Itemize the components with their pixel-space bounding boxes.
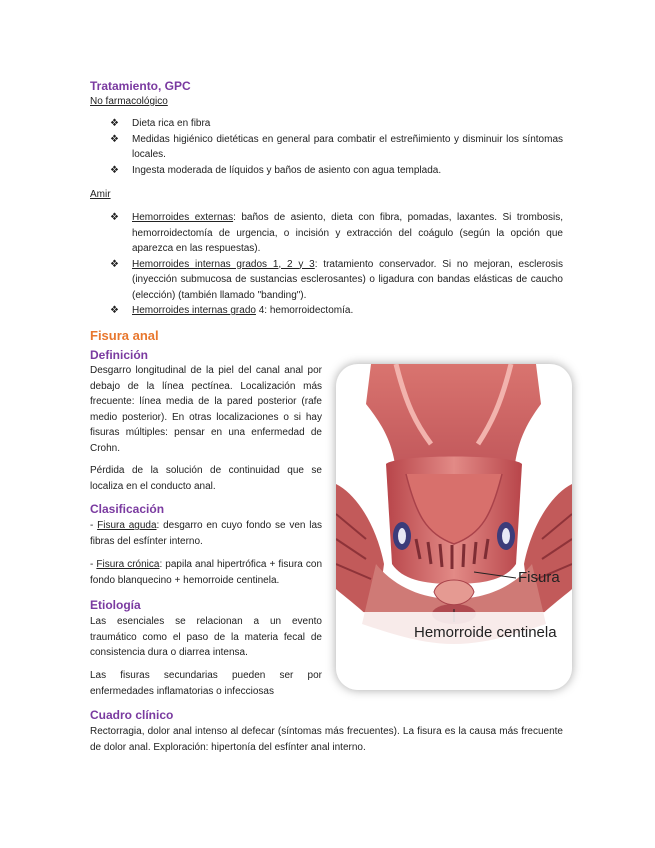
diamond-bullet-icon: ❖ (110, 258, 119, 270)
etiologia-paragraph-1: Las esenciales se relacionan a un evento traumático como el paso de la materia fecal de consistencia dura o diarrea intensa. (90, 616, 322, 658)
definicion-paragraph-2: Pérdida de la solución de continuidad que se localiza en el conducto anal. (90, 465, 322, 492)
subheading-amir: Amir (90, 189, 111, 200)
clasificacion-cronica: - Fisura crónica: papila anal hipertrófica + fisura con fondo blanquecino + hemorroide centinela. (90, 559, 323, 586)
heading-etiologia: Etiología (90, 598, 141, 612)
list-item: ❖ Ingesta moderada de líquidos y baños de asiento con agua templada. (110, 163, 563, 179)
heading-cuadro-clinico: Cuadro clínico (90, 708, 174, 722)
heading-definicion: Definición (90, 348, 149, 362)
list-item: ❖ Dieta rica en fibra (110, 116, 563, 132)
label-hemorroide-centinela: Hemorroide centinela (414, 624, 557, 641)
anal-fissure-illustration (336, 364, 572, 690)
label-fisura: Fisura (518, 569, 560, 586)
diamond-bullet-icon: ❖ (110, 164, 119, 176)
subheading-no-farmacologico: No farmacológico (90, 96, 168, 107)
cuadro-clinico-paragraph: Rectorragia, dolor anal intenso al defecar (síntomas más frecuentes). La fisura es la causa más frecuente de dolor anal. Exploración: hipertonía del esfínter anal interno. (90, 726, 563, 753)
etiologia-paragraph-2: Las fisuras secundarias pueden ser por enfermedades inflamatorias o infecciosas (90, 670, 322, 697)
anatomy-drawing (336, 364, 572, 690)
diamond-bullet-icon: ❖ (110, 305, 119, 316)
section-title-fisura-anal: Fisura anal (90, 328, 159, 343)
definicion-paragraph-1: Desgarro longitudinal de la piel del canal anal por debajo de la línea pectínea. Localización más frecuente: línea media de la pared posterior (rafe medio posterior). En otras localizaciones o si hay fisuras múltiples: pensar en una enfermedad de Crohn. (90, 365, 322, 454)
amir-list (110, 210, 563, 319)
no-farm-list (110, 116, 563, 178)
list-item: ❖ Medidas higiénico dietéticas en general para combatir el estreñimiento y disminuir los síntomas locales. (110, 133, 563, 160)
diamond-bullet-icon: ❖ (110, 133, 119, 145)
section-title-tratamiento: Tratamiento, GPC (90, 79, 191, 93)
list-item: ❖ Hemorroides internas grados 1, 2 y 3: tratamiento conservador. Si no mejoran, esclerosis (inyección submucosa de sustancias esclerosantes) o ligadura con bandas elásticas de caucho (elección) (también llamado "banding"). (110, 258, 564, 301)
list-item: ❖ Hemorroides internas grado 4: hemorroidectomía. (110, 303, 563, 319)
list-item: ❖ Hemorroides externas: baños de asiento, dieta con fibra, pomadas, laxantes. Si trombosis, hemorroidectomía de urgencia, o incisión y extracción del coágulo (según la opción que aparezca en las respuestas). (110, 212, 564, 254)
diamond-bullet-icon: ❖ (110, 212, 119, 223)
heading-clasificacion: Clasificación (90, 502, 165, 516)
diamond-bullet-icon: ❖ (110, 118, 119, 129)
clasificacion-aguda: - Fisura aguda: desgarro en cuyo fondo se ven las fibras del esfínter interno. (90, 520, 323, 547)
